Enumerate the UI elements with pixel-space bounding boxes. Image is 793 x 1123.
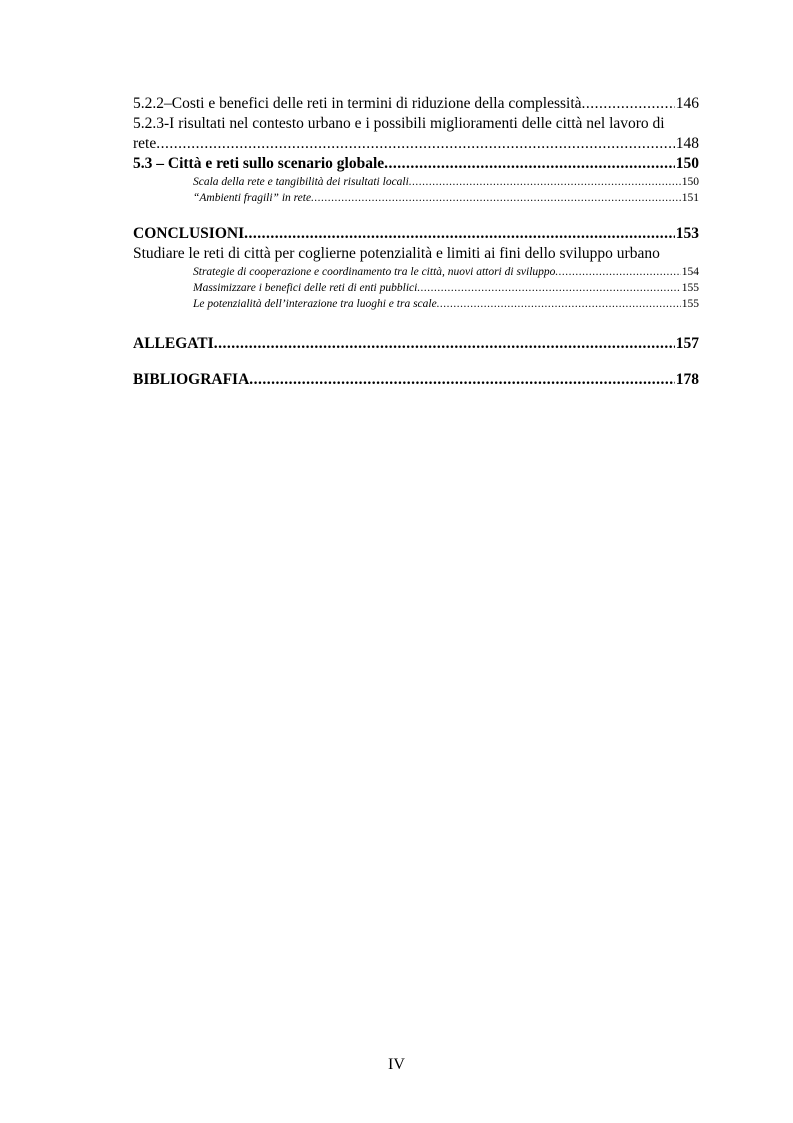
toc-entry-5-2-3[interactable] [133, 114, 699, 154]
toc-entry-page: 151 [681, 192, 699, 204]
toc-entry-page: 155 [681, 282, 699, 294]
toc-entry-page: 150 [675, 155, 699, 172]
toc-entry-conclusioni-massimizzare[interactable] [133, 280, 699, 296]
toc-entry-label-continued: rete [133, 135, 157, 152]
toc-entry-conclusioni-subtitle: Studiare le reti di città per coglierne potenzialità e limiti ai fini dello sviluppo urbano [133, 245, 660, 262]
table-of-contents [133, 94, 699, 390]
dot-leader [409, 174, 681, 190]
toc-entry-5-3-ambienti[interactable] [133, 190, 699, 206]
dot-leader [437, 296, 681, 312]
toc-entry-page: 154 [681, 266, 699, 278]
toc-entry-label: ALLEGATI [133, 335, 214, 352]
page-number: IV [388, 1056, 405, 1073]
dot-leader [214, 334, 675, 354]
toc-entry-5-3[interactable] [133, 154, 699, 174]
toc-entry-5-2-2[interactable] [133, 94, 699, 114]
toc-entry-label: BIBLIOGRAFIA [133, 371, 250, 388]
dot-leader [555, 264, 680, 280]
toc-entry-label: 5.2.2–Costi e benefici delle reti in termini di riduzione della complessità [133, 95, 582, 112]
toc-entry-label: 5.3 – Città e reti sullo scenario globale [133, 155, 385, 172]
toc-entry-label: Strategie di cooperazione e coordinamento tra le città, nuovi attori di sviluppo [193, 266, 556, 278]
dot-leader [249, 370, 674, 390]
dot-leader [582, 94, 675, 114]
toc-entry-page: 157 [675, 335, 699, 352]
toc-entry-5-3-scala[interactable] [133, 174, 699, 190]
toc-entry-label: Scala della rete e tangibilità dei risultati locali [193, 176, 409, 188]
dot-leader [156, 134, 675, 154]
toc-entry-page: 150 [681, 176, 699, 188]
toc-entry-conclusioni-strategie[interactable] [133, 264, 699, 280]
toc-entry-page: 178 [675, 371, 699, 388]
dot-leader [384, 154, 675, 174]
toc-entry-label: CONCLUSIONI [133, 225, 245, 242]
toc-entry-page: 148 [675, 135, 699, 152]
dot-leader [244, 224, 675, 244]
toc-entry-page: 155 [681, 298, 699, 310]
toc-entry-label: Massimizzare i benefici delle reti di enti pubblici [193, 282, 418, 294]
toc-entry-page: 153 [675, 225, 699, 242]
toc-entry-page: 146 [675, 95, 699, 112]
toc-entry-conclusioni-potenzialita[interactable] [133, 296, 699, 312]
toc-entry-label: 5.2.3-I risultati nel contesto urbano e i possibili miglioramenti delle città nel lavoro di [133, 115, 665, 132]
toc-entry-label: Le potenzialità dell’interazione tra luoghi e tra scale [193, 298, 437, 310]
toc-entry-conclusioni[interactable] [133, 224, 699, 244]
dot-leader [311, 190, 681, 206]
toc-entry-label: “Ambienti fragili” in rete [193, 192, 312, 204]
dot-leader [417, 280, 680, 296]
toc-entry-bibliografia[interactable] [133, 370, 699, 390]
toc-entry-allegati[interactable] [133, 334, 699, 354]
